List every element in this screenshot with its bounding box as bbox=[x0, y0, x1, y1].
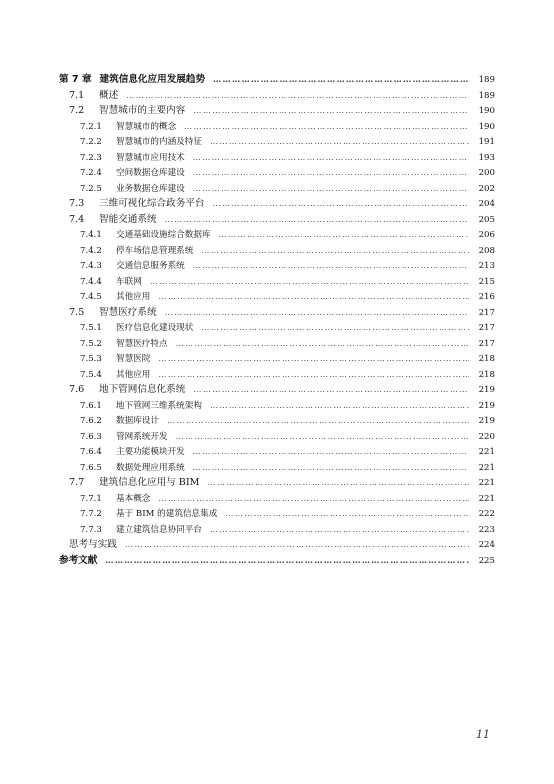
dot-leader bbox=[165, 212, 469, 228]
toc-entry[interactable] bbox=[0, 274, 554, 290]
dot-leader bbox=[158, 289, 469, 305]
toc-entry[interactable] bbox=[0, 243, 554, 259]
toc-entry-title: 数据处理应用系统 bbox=[116, 462, 185, 473]
dot-leader bbox=[158, 491, 469, 507]
toc-entry-title: 管网系统开发 bbox=[116, 431, 168, 442]
dot-leader bbox=[158, 367, 469, 383]
toc-entry-page: 219 bbox=[478, 400, 495, 411]
dot-leader bbox=[210, 398, 469, 414]
dot-leader bbox=[193, 460, 469, 476]
toc-entry[interactable] bbox=[0, 553, 554, 569]
toc-entry-title: 地下管网三维系统架构 bbox=[116, 400, 202, 411]
toc-entry-page: 217 bbox=[478, 338, 495, 349]
toc-entry-page: 221 bbox=[478, 478, 495, 488]
dot-leader bbox=[207, 475, 469, 491]
toc-entry-number: 7.4 bbox=[69, 213, 85, 225]
toc-entry[interactable] bbox=[0, 103, 554, 119]
toc-entry-title: 智慧医疗特点 bbox=[116, 338, 168, 349]
toc-entry[interactable] bbox=[0, 444, 554, 460]
toc-entry-title: 智慧城市应用技术 bbox=[116, 152, 185, 163]
toc-entry-title: 智慧城市的概念 bbox=[116, 121, 177, 132]
toc-entry-number: 7.3 bbox=[69, 198, 85, 209]
toc-entry-page: 200 bbox=[478, 168, 495, 178]
toc-entry[interactable] bbox=[0, 320, 554, 336]
toc-entry-number: 7.2.5 bbox=[80, 183, 102, 194]
page-number: 11 bbox=[476, 728, 490, 741]
toc-entry[interactable] bbox=[0, 398, 554, 414]
toc-entry-page: 224 bbox=[478, 540, 495, 550]
toc-entry[interactable] bbox=[0, 506, 554, 522]
toc-entry-title: 智慧医院 bbox=[116, 354, 151, 364]
toc-entry-number: 7.5 bbox=[69, 306, 85, 318]
table-of-contents bbox=[0, 72, 554, 568]
dot-leader bbox=[165, 305, 469, 321]
toc-entry-page: 208 bbox=[478, 245, 495, 256]
toc-entry-number: 7.6.3 bbox=[80, 431, 102, 442]
dot-leader bbox=[201, 243, 469, 259]
toc-entry-title: 其他应用 bbox=[116, 292, 151, 302]
toc-entry-page: 217 bbox=[478, 307, 495, 318]
toc-entry-title: 医疗信息化建设现状 bbox=[116, 323, 194, 333]
toc-entry[interactable] bbox=[0, 537, 554, 553]
toc-entry-title: 参考文献 bbox=[59, 554, 98, 566]
dot-leader bbox=[193, 181, 469, 197]
toc-entry-title: 地下管网信息化系统 bbox=[99, 384, 186, 395]
toc-entry[interactable] bbox=[0, 382, 554, 398]
toc-entry[interactable] bbox=[0, 196, 554, 212]
dot-leader bbox=[201, 320, 469, 336]
dot-leader bbox=[150, 274, 469, 290]
toc-entry-number: 7.6.4 bbox=[80, 447, 102, 457]
toc-entry-number: 7.7 bbox=[69, 477, 85, 488]
toc-entry[interactable] bbox=[0, 134, 554, 150]
toc-entry-title: 基于 BIM 的建筑信息集成 bbox=[116, 509, 218, 519]
dot-leader bbox=[225, 506, 469, 522]
toc-entry-page: 222 bbox=[478, 509, 495, 519]
dot-leader bbox=[213, 72, 469, 88]
dot-leader bbox=[105, 553, 469, 569]
toc-entry-number: 7.5.3 bbox=[80, 354, 102, 364]
toc-entry-number: 7.7.2 bbox=[80, 509, 102, 519]
toc-entry[interactable] bbox=[0, 475, 554, 491]
toc-entry[interactable] bbox=[0, 305, 554, 321]
toc-entry-page: 216 bbox=[478, 292, 495, 302]
toc-entry[interactable] bbox=[0, 491, 554, 507]
dot-leader bbox=[210, 522, 469, 538]
dot-leader bbox=[176, 336, 469, 352]
toc-entry-page: 193 bbox=[478, 152, 495, 163]
toc-entry-page: 202 bbox=[478, 183, 495, 194]
toc-entry-title: 建筑信息化应用发展趋势 bbox=[99, 74, 206, 85]
toc-entry-number: 7.5.1 bbox=[80, 323, 102, 333]
toc-entry-page: 204 bbox=[478, 199, 495, 209]
toc-entry[interactable] bbox=[0, 88, 554, 104]
toc-entry[interactable] bbox=[0, 212, 554, 228]
toc-entry-title: 交通基础设施综合数据库 bbox=[116, 230, 211, 240]
toc-entry-title: 基本概念 bbox=[116, 493, 151, 504]
toc-entry[interactable] bbox=[0, 367, 554, 383]
toc-entry-page: 213 bbox=[478, 261, 495, 271]
toc-entry-page: 205 bbox=[478, 214, 495, 225]
toc-entry-title: 停车场信息管理系统 bbox=[116, 245, 194, 256]
dot-leader bbox=[219, 227, 469, 243]
toc-entry-title: 建筑信息化应用与 BIM bbox=[99, 477, 200, 488]
dot-leader bbox=[213, 196, 469, 212]
toc-entry-title: 三维可视化综合政务平台 bbox=[99, 198, 205, 209]
toc-entry-number: 7.1 bbox=[69, 89, 85, 101]
toc-entry[interactable] bbox=[0, 351, 554, 367]
toc-entry-page: 225 bbox=[478, 555, 495, 566]
toc-entry[interactable] bbox=[0, 460, 554, 476]
toc-entry-number: 7.6.5 bbox=[80, 462, 102, 473]
dot-leader bbox=[193, 150, 469, 166]
dot-leader bbox=[158, 351, 469, 367]
toc-entry-number: 7.6.1 bbox=[80, 400, 102, 411]
toc-entry[interactable] bbox=[0, 258, 554, 274]
dot-leader bbox=[193, 444, 469, 460]
toc-entry-title: 思考与实践 bbox=[69, 539, 117, 550]
toc-entry-page: 191 bbox=[478, 137, 495, 147]
toc-entry-page: 189 bbox=[478, 75, 495, 85]
toc-entry-title: 概述 bbox=[99, 89, 119, 101]
toc-entry[interactable] bbox=[0, 522, 554, 538]
toc-entry-number: 7.4.1 bbox=[80, 230, 102, 240]
toc-entry-page: 223 bbox=[478, 524, 495, 535]
toc-entry-page: 219 bbox=[478, 385, 495, 395]
toc-entry[interactable] bbox=[0, 150, 554, 166]
toc-entry[interactable] bbox=[0, 119, 554, 135]
toc-entry-number: 7.2.4 bbox=[80, 168, 102, 178]
toc-entry-number: 7.6 bbox=[69, 384, 85, 395]
toc-entry-title: 交通信息服务系统 bbox=[116, 261, 185, 271]
toc-entry-title: 数据库设计 bbox=[116, 416, 159, 426]
dot-leader bbox=[193, 103, 469, 119]
toc-entry[interactable] bbox=[0, 72, 554, 88]
toc-entry-title: 建立建筑信息协同平台 bbox=[116, 524, 202, 535]
toc-entry[interactable] bbox=[0, 429, 554, 445]
toc-entry-title: 车联网 bbox=[116, 276, 142, 287]
dot-leader bbox=[193, 165, 469, 181]
toc-entry[interactable] bbox=[0, 165, 554, 181]
toc-entry-number: 7.2.3 bbox=[80, 152, 102, 163]
toc-entry-page: 219 bbox=[478, 416, 495, 426]
dot-leader bbox=[176, 429, 469, 445]
toc-entry-number: 7.5.2 bbox=[80, 338, 102, 349]
toc-entry[interactable] bbox=[0, 181, 554, 197]
toc-entry-number: 7.5.4 bbox=[80, 369, 102, 380]
toc-entry-number: 7.7.3 bbox=[80, 524, 102, 535]
toc-entry-title: 空间数据仓库建设 bbox=[116, 168, 185, 178]
toc-entry-page: 221 bbox=[478, 462, 495, 473]
toc-entry[interactable] bbox=[0, 289, 554, 305]
toc-entry-title: 主要功能模块开发 bbox=[116, 447, 185, 457]
toc-entry-page: 218 bbox=[478, 369, 495, 380]
toc-entry-number: 7.4.2 bbox=[80, 245, 102, 256]
toc-entry-title: 业务数据仓库建设 bbox=[116, 183, 185, 194]
toc-entry[interactable] bbox=[0, 227, 554, 243]
toc-entry-page: 221 bbox=[478, 447, 495, 457]
toc-entry-number: 7.4.3 bbox=[80, 261, 102, 271]
toc-entry-number: 7.2 bbox=[69, 105, 85, 116]
dot-leader bbox=[125, 537, 469, 553]
toc-entry-number: 7.4.5 bbox=[80, 292, 102, 302]
toc-entry[interactable] bbox=[0, 413, 554, 429]
toc-entry-title: 智慧城市的主要内容 bbox=[99, 105, 186, 116]
toc-entry-page: 221 bbox=[478, 493, 495, 504]
toc-entry-number: 7.2.2 bbox=[80, 137, 102, 147]
toc-entry-number: 7.6.2 bbox=[80, 416, 102, 426]
dot-leader bbox=[210, 134, 469, 150]
toc-entry-page: 189 bbox=[478, 90, 495, 101]
toc-entry-title: 智能交通系统 bbox=[99, 213, 157, 225]
toc-entry-page: 217 bbox=[478, 323, 495, 333]
toc-entry-title: 智慧医疗系统 bbox=[99, 306, 157, 318]
toc-entry-number: 第 7 章 bbox=[59, 74, 92, 85]
toc-entry-number: 7.4.4 bbox=[80, 276, 102, 287]
toc-entry-page: 206 bbox=[478, 230, 495, 240]
toc-entry-number: 7.7.1 bbox=[80, 493, 102, 504]
toc-entry-page: 190 bbox=[478, 106, 495, 116]
dot-leader bbox=[193, 382, 469, 398]
dot-leader bbox=[167, 413, 469, 429]
toc-entry-title: 智慧城市的内涵及特征 bbox=[116, 137, 202, 147]
toc-entry-number: 7.2.1 bbox=[80, 121, 102, 132]
toc-entry[interactable] bbox=[0, 336, 554, 352]
toc-entry-title: 其他应用 bbox=[116, 369, 151, 380]
dot-leader bbox=[126, 88, 469, 104]
toc-entry-page: 218 bbox=[478, 354, 495, 364]
dot-leader bbox=[193, 258, 469, 274]
dot-leader bbox=[184, 119, 469, 135]
toc-entry-page: 220 bbox=[478, 431, 495, 442]
toc-entry-page: 190 bbox=[478, 121, 495, 132]
toc-entry-page: 215 bbox=[478, 276, 495, 287]
